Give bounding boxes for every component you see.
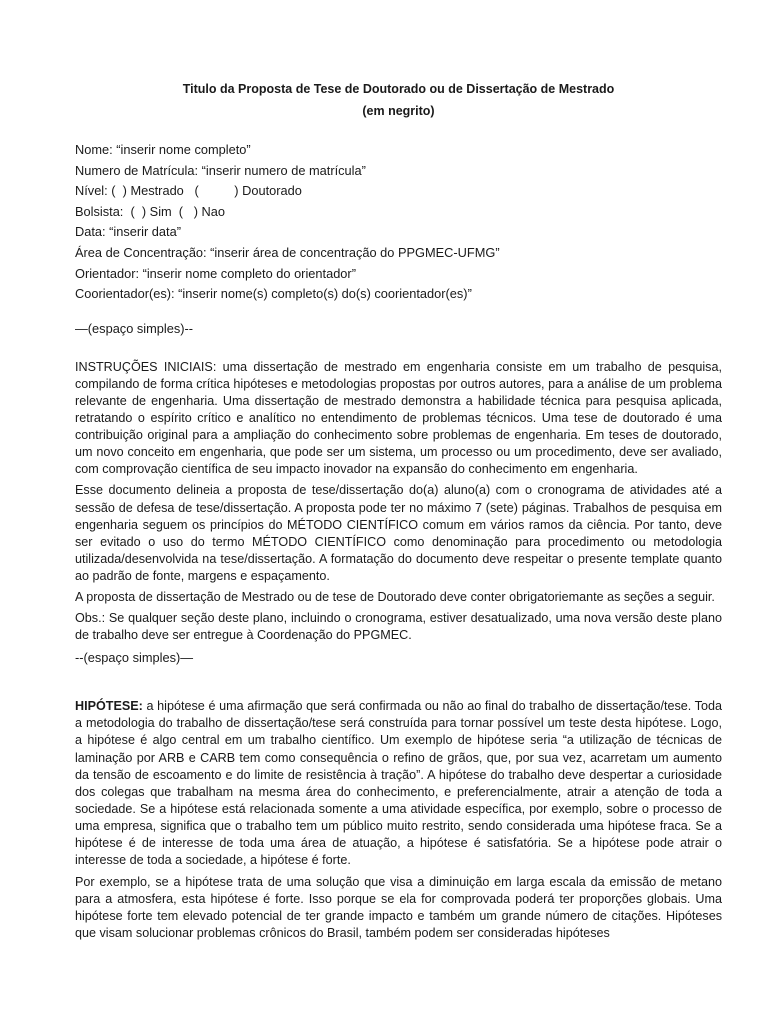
intro-paragraph-4: Obs.: Se qualquer seção deste plano, incluindo o cronograma, estiver desatualizado, uma nova versão deste plano de trabalho deve ser entregue à Coordenação do PPGMEC. (75, 611, 722, 643)
separator-1: —(espaço simples)-- (75, 320, 194, 336)
hypothesis-text: a hipótese é uma afirmação que será confirmada ou não ao final do trabalho de dissertação/tese. Toda a metodologia do trabalho de dissertação/tese será construída para tornar possível um teste desta hipótese. Logo, a hipótese é algo central em um trabalho científico. Um exemplo de hipótese seria “a utilização de técnicas de laminação por ARB e CARB tem como consequência o refino de grãos, que, por sua vez, acarretam um aumento da tensão de escoamento e do limite de resistência à tração”. A hipótese do trabalho deve despertar a curiosidade dos colegas que trabalham na mesma área do conhecimento, e preferencialmente, atrair a atenção de toda a sociedade. Se a hipótese está relacionada somente a uma atividade específica, por exemplo, sobre o processo de uma empresa, significa que o trabalho tem um público muito restrito, sendo considerada uma hipótese fraca. Se a hipótese é de interesse de toda uma área de atuação, a hipótese é satisfatória. Se a hipótese pode atrair o interesse de toda a sociedade, a hipótese é forte. (75, 699, 722, 868)
document-title (75, 78, 722, 122)
field-bolsista: Bolsista: ( ) Sim ( ) Nao (75, 203, 226, 219)
field-nome: Nome: “inserir nome completo” (75, 142, 251, 157)
intro-paragraph-2: Esse documento delineia a proposta de tese/dissertação do(a) aluno(a) com o cronograma de atividades até a sessão de defesa de tese/dissertação. A proposta pode ter no máximo 7 (sete) páginas. Trabalhos de pesquisa em engenharia seguem os princípios do MÉTODO CIENTÍFICO comum em vários ramos da ciência. Por tanto, deve ser evitado o uso do termo MÉTODO CIENTÍFICO como denominação para procedimento ou metodologia utilizada/desenvolvida na tese/dissertação. A formatação do documento deve respeitar o presente template quanto ao padrão de fonte, margens e espaçamento. (75, 483, 722, 583)
title-line-1: Titulo da Proposta de Tese de Doutorado ou de Dissertação de Mestrado (182, 82, 615, 96)
hypothesis-section (75, 698, 722, 942)
hypothesis-paragraph-2: Por exemplo, se a hipótese trata de uma solução que visa a diminuição em larga escala da emissão de metano para a atmosfera, esta hipótese é forte. Isso porque se ela for comprovada poderá ter proporções globais. Uma hipótese forte tem elevado potencial de ter grande impacto e também um grande número de citações. Hipóteses que visam solucionar problemas crônicos do Brasil, também podem ser consideradas hipóteses (75, 875, 722, 941)
intro-paragraph-3: A proposta de dissertação de Mestrado ou de tese de Doutorado deve conter obrigatoriemante as seções a seguir. (75, 589, 715, 604)
field-data: Data: “inserir data” (75, 224, 181, 240)
field-orientador: Orientador: “inserir nome completo do orientador” (75, 265, 356, 281)
field-coorientador: Coorientador(es): “inserir nome(s) completo(s) do(s) coorientador(es)” (75, 286, 472, 302)
hypothesis-label: HIPÓTESE: (75, 699, 143, 714)
title-line-2: (em negrito) (362, 104, 435, 118)
hypothesis-paragraph-1 (75, 698, 722, 869)
field-nivel: Nível: ( ) Mestrado ( ) Doutorado (75, 183, 302, 199)
intro-section (75, 359, 722, 645)
field-matricula: Numero de Matrícula: “inserir numero de matrícula” (75, 162, 366, 178)
form-fields (75, 140, 722, 305)
field-area: Área de Concentração: “inserir área de concentração do PPGMEC-UFMG” (75, 244, 500, 260)
separator-2: --(espaço simples)— (75, 650, 194, 666)
intro-paragraph-1: INSTRUÇÕES INICIAIS: uma dissertação de mestrado em engenharia consiste em um trabalho de pesquisa, compilando de forma crítica hipóteses e metodologias propostas por outros autores, para a análise de um problema relevante de engenharia. Uma dissertação de mestrado demonstra a habilidade técnica para pesquisa aplicada, retratando o espírito crítico e analítico no entendimento de problemas técnicos. Uma tese de doutorado é uma contribuição original para a ampliação do conhecimento sobre problemas de engenharia. Em teses de doutorado, um novo conceito em engenharia, que pode ser um sistema, um processo ou um procedimento, deve ser avaliado, com comprovação científica de seu impacto inovador na expansão do conhecimento em engenharia. (75, 359, 722, 477)
